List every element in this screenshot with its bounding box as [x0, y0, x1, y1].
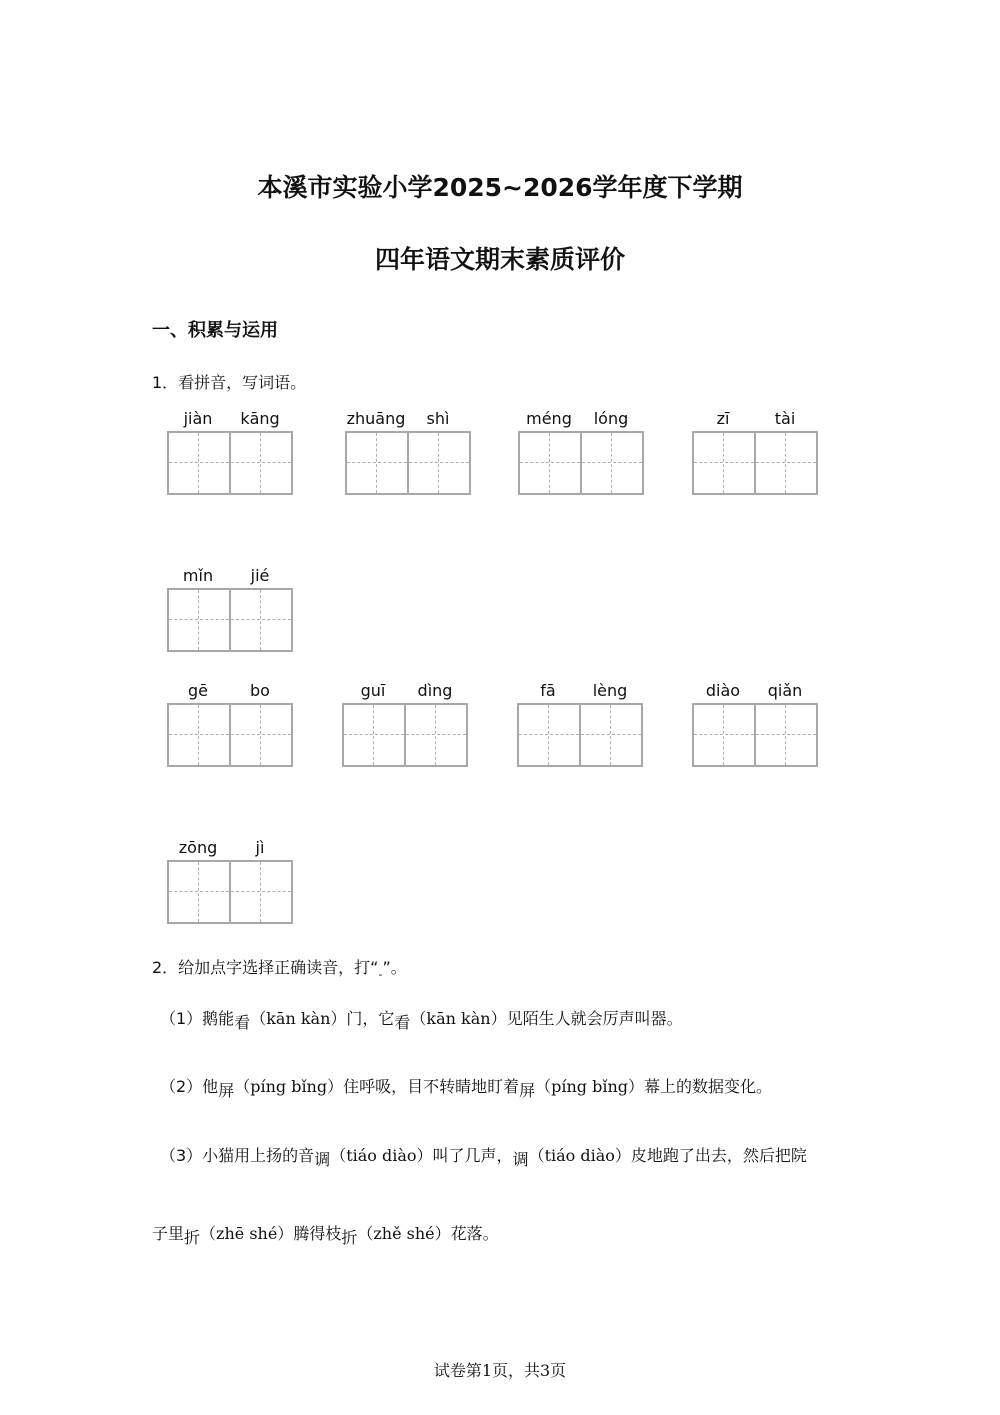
pinyin-syllable: méng: [526, 409, 572, 428]
exam-subtitle: 四年语文期末素质评价: [374, 245, 625, 274]
pinyin-options[interactable]: （tiáo diào）: [528, 1146, 631, 1165]
pinyin-syllable: diào: [705, 681, 741, 700]
dotted-char: 调: [314, 1150, 331, 1169]
dotted-char: 看: [394, 1013, 411, 1032]
dotted-char: 折: [184, 1228, 201, 1247]
question-1-label: 1．看拼音，写词语。: [152, 373, 307, 392]
pinyin-word: [167, 681, 293, 767]
pinyin-options[interactable]: （tiáo diào）: [330, 1146, 433, 1165]
question-2-item-3-continued: 子里折（zhē shé）腾得枝折（zhě shé）花落。: [152, 1224, 499, 1247]
pinyin-syllable: jì: [255, 838, 265, 857]
pinyin-word: [167, 838, 293, 924]
question-2-item-3: （3）小猫用上扬的音调（tiáo diào）叫了几声，调（tiáo diào）皮地跑了出去，然后把院: [160, 1146, 807, 1169]
pinyin-options[interactable]: （kān kàn）: [250, 1009, 347, 1028]
writing-box[interactable]: [167, 703, 231, 767]
pinyin-syllable: kāng: [240, 409, 280, 428]
pinyin-word: [342, 681, 468, 767]
pinyin-syllable: jié: [250, 566, 270, 585]
pinyin-syllable: shì: [426, 409, 450, 428]
writing-box[interactable]: [407, 431, 471, 495]
page-footer: 试卷第1页，共3页: [433, 1361, 567, 1380]
dotted-char: 屏: [519, 1081, 536, 1100]
pinyin-syllable: gē: [188, 681, 208, 700]
dotted-char: 折: [341, 1228, 358, 1247]
pinyin-word: [518, 409, 644, 495]
pinyin-syllable: bo: [250, 681, 270, 700]
section-heading: 一、积累与运用: [152, 320, 278, 341]
pinyin-word: [517, 681, 643, 767]
writing-box[interactable]: [229, 860, 293, 924]
pinyin-syllable: mǐn: [182, 566, 214, 585]
pinyin-word: [167, 566, 293, 652]
writing-box[interactable]: [404, 703, 468, 767]
pinyin-word: [345, 409, 471, 495]
pinyin-syllable: tài: [774, 409, 796, 428]
pinyin-syllable: guī: [360, 681, 386, 700]
pinyin-syllable: zōng: [178, 838, 218, 857]
pinyin-syllable: lóng: [593, 409, 629, 428]
dotted-char: 看: [234, 1013, 251, 1032]
writing-box[interactable]: [345, 431, 409, 495]
pinyin-syllable: dìng: [417, 681, 453, 700]
dotted-char: 屏: [218, 1081, 235, 1100]
pinyin-syllable: jiàn: [183, 409, 213, 428]
pinyin-options[interactable]: （píng bǐng）: [234, 1077, 344, 1096]
writing-box[interactable]: [167, 588, 231, 652]
pinyin-word: [167, 409, 293, 495]
writing-box[interactable]: [342, 703, 406, 767]
pinyin-options[interactable]: （kān kàn）: [410, 1009, 507, 1028]
pinyin-options[interactable]: （píng bǐng）: [535, 1077, 645, 1096]
pinyin-options[interactable]: （zhě shé）: [357, 1224, 451, 1243]
writing-box[interactable]: [517, 703, 581, 767]
pinyin-syllable: qiǎn: [767, 681, 803, 700]
writing-box[interactable]: [754, 703, 818, 767]
writing-box[interactable]: [167, 860, 231, 924]
writing-box[interactable]: [229, 588, 293, 652]
writing-box[interactable]: [167, 431, 231, 495]
pinyin-syllable: lèng: [592, 681, 628, 700]
writing-box[interactable]: [518, 431, 582, 495]
exam-title: 本溪市实验小学2025~2026学年度下学期: [257, 173, 743, 202]
writing-box[interactable]: [754, 431, 818, 495]
writing-box[interactable]: [692, 431, 756, 495]
pinyin-syllable: zhuāng: [346, 409, 406, 428]
writing-box[interactable]: [229, 703, 293, 767]
writing-box[interactable]: [579, 703, 643, 767]
question-2-item-2: （2）他屏（píng bǐng）住呼吸，目不转睛地盯着屏（píng bǐng）幕上的数据变化。: [160, 1077, 773, 1100]
dotted-char: 调: [512, 1150, 529, 1169]
writing-box[interactable]: [580, 431, 644, 495]
pinyin-word: [692, 681, 818, 767]
pinyin-options[interactable]: （zhē shé）: [200, 1224, 294, 1243]
writing-box[interactable]: [229, 431, 293, 495]
pinyin-syllable: fā: [540, 681, 556, 700]
pinyin-word: [692, 409, 818, 495]
writing-box[interactable]: [692, 703, 756, 767]
pinyin-syllable: zī: [716, 409, 730, 428]
question-2-item-1: （1）鹅能看（kān kàn）门，它看（kān kàn）见陌生人就会厉声叫器。: [160, 1009, 683, 1032]
question-2-label: 2．给加点字选择正确读音，打“$_-$”。: [152, 958, 407, 981]
